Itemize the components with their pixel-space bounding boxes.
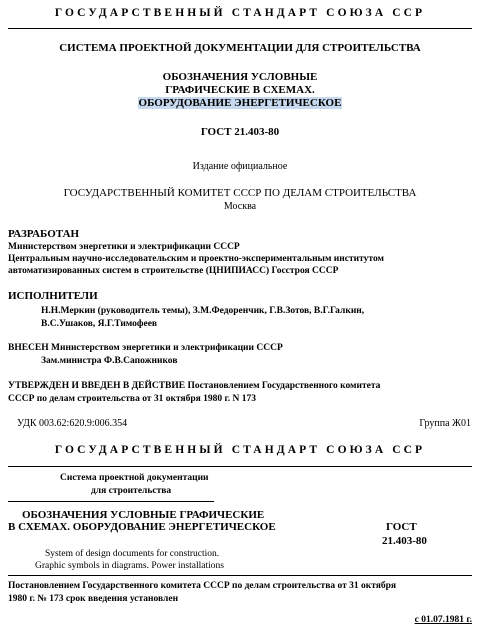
effective-date: с 01.07.1981 г. — [414, 615, 472, 625]
decree-line1: Постановлением Государственного комитета СССР по делам строительства от 31 октября — [8, 581, 397, 591]
gost-number: ГОСТ 21.403-80 — [200, 126, 280, 138]
second-header: ГОСУДАРСТВЕННЫЙ СТАНДАРТ СОЮЗА ССР — [54, 444, 426, 456]
developed-line3: автоматизированных систем в строительстве (ЦНИПИАСС) Госстроя СССР — [8, 266, 339, 276]
second-divider — [8, 466, 472, 467]
designation-title-line3 — [0, 97, 480, 110]
system-small-underline — [8, 501, 214, 502]
approved-line1: УТВЕРЖДЕН И ВВЕДЕН В ДЕЙСТВИЕ Постановлением Государственного комитета — [8, 381, 381, 391]
designation-small-line1: ОБОЗНАЧЕНИЯ УСЛОВНЫЕ ГРАФИЧЕСКИЕ — [22, 509, 265, 521]
top-header: ГОСУДАРСТВЕННЫЙ СТАНДАРТ СОЮЗА ССР — [54, 7, 426, 19]
approved-line2: СССР по делам строительства от 31 октября 1980 г. N 173 — [8, 394, 257, 404]
introduced-line2: Зам.министра Ф.В.Сапожников — [41, 356, 178, 366]
performers-line2: В.С.Ушаков, Я.Г.Тимофеев — [41, 319, 158, 329]
city: Москва — [223, 201, 257, 212]
english-title-line2: Graphic symbols in diagrams. Power installations — [35, 561, 224, 571]
designation-title-line1: ОБОЗНАЧЕНИЯ УСЛОВНЫЕ — [162, 71, 318, 83]
developed-line1: Министерством энергетики и электрификации СССР — [8, 242, 240, 252]
developed-heading: РАЗРАБОТАН — [8, 228, 80, 240]
committee-name: ГОСУДАРСТВЕННЫЙ КОМИТЕТ СССР ПО ДЕЛАМ СТРОИТЕЛЬСТВА — [63, 187, 417, 199]
selected-text[interactable]: ОБОРУДОВАНИЕ ЭНЕРГЕТИЧЕСКОЕ — [138, 97, 342, 109]
system-small-line2: для строительства — [91, 486, 172, 496]
system-title: СИСТЕМА ПРОЕКТНОЙ ДОКУМЕНТАЦИИ ДЛЯ СТРОИТЕЛЬСТВА — [59, 42, 421, 54]
gost-side-number: 21.403-80 — [382, 535, 427, 547]
udk-code: УДК 003.62:620.9:006.354 — [17, 418, 128, 429]
system-small-line1: Система проектной документации — [60, 473, 209, 483]
designation-title-line2: ГРАФИЧЕСКИЕ В СХЕМАХ. — [165, 84, 315, 96]
edition-label: Издание официальное — [192, 161, 288, 172]
english-title-line1: System of design documents for construction. — [45, 549, 220, 559]
performers-heading: ИСПОЛНИТЕЛИ — [8, 290, 98, 302]
bottom-divider — [8, 575, 472, 576]
developed-line2: Центральным научно-исследовательским и проектно-экспериментальным институтом — [8, 254, 384, 264]
top-divider — [8, 28, 472, 29]
introduced-line1: ВНЕСЕН Министерством энергетики и электрификации СССР — [8, 343, 283, 353]
gost-side-label: ГОСТ — [386, 521, 417, 533]
decree-line2: 1980 г. № 173 срок введения установлен — [8, 594, 179, 604]
group-code: Группа Ж01 — [419, 418, 471, 429]
performers-line1: Н.Н.Меркин (руководитель темы), З.М.Федоренчик, Г.В.Зотов, В.Г.Галкин, — [41, 306, 365, 316]
designation-small-line2: В СХЕМАХ. ОБОРУДОВАНИЕ ЭНЕРГЕТИЧЕСКОЕ — [8, 521, 276, 533]
